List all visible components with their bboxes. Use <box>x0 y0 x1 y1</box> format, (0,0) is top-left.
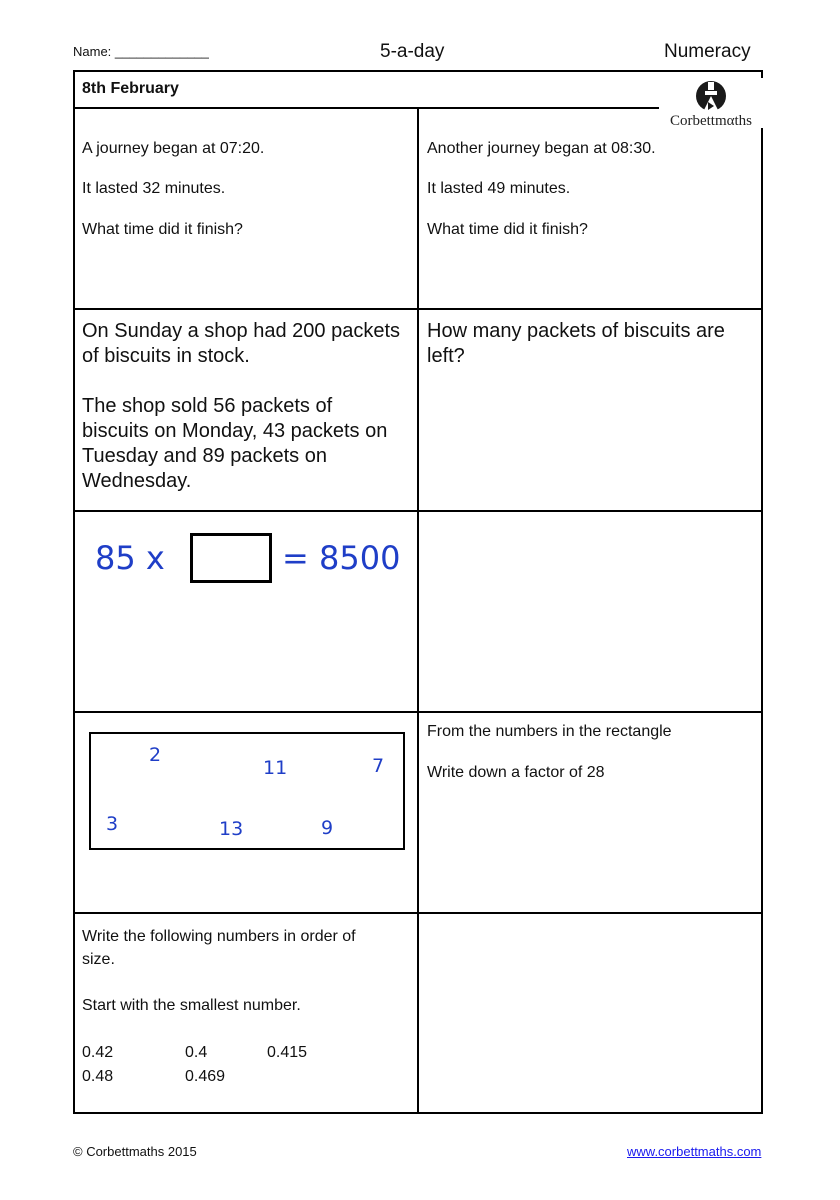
q3-line: biscuits on Monday, 43 packets on <box>82 420 388 442</box>
worksheet-date: 8th February <box>82 80 179 97</box>
rect-number: 13 <box>219 818 244 840</box>
rect-number: 3 <box>106 813 119 835</box>
copyright: © Corbettmaths 2015 <box>73 1144 197 1159</box>
decimal-value: 0.415 <box>267 1044 308 1061</box>
q1-line: It lasted 32 minutes. <box>82 180 226 197</box>
q3-line: On Sunday a shop had 200 packets <box>82 320 401 342</box>
q2-line: Another journey began at 08:30. <box>427 140 656 157</box>
q2-line: It lasted 49 minutes. <box>427 180 571 197</box>
rect-number: 2 <box>149 744 162 766</box>
corbettmaths-logo-icon <box>659 78 763 114</box>
column-divider <box>417 107 419 1114</box>
q5-line: From the numbers in the rectangle <box>427 723 672 740</box>
decimal-value: 0.42 <box>82 1044 114 1061</box>
q6-line: Start with the smallest number. <box>82 997 301 1014</box>
q2-line: What time did it finish? <box>427 221 588 238</box>
subject-label: Numeracy <box>664 41 751 62</box>
logo-text: Corbettmαths <box>669 113 753 129</box>
q1-line: A journey began at 07:20. <box>82 140 265 157</box>
q6-line: Write the following numbers in order of <box>82 928 356 945</box>
name-label: Name: _____________ <box>73 44 209 59</box>
q3b-line: How many packets of biscuits are <box>427 320 725 342</box>
decimal-value: 0.469 <box>185 1068 226 1085</box>
rect-number: 11 <box>263 757 288 779</box>
rect-number: 7 <box>372 755 385 777</box>
equation-result: 8500 <box>319 539 401 577</box>
website-link[interactable]: www.corbettmaths.com <box>627 1144 762 1159</box>
q5-line: Write down a factor of 28 <box>427 764 605 781</box>
number-rectangle <box>89 732 405 850</box>
q1-line: What time did it finish? <box>82 221 243 238</box>
q3-line: of biscuits in stock. <box>82 345 250 367</box>
decimal-value: 0.4 <box>185 1044 208 1061</box>
q6-line: size. <box>82 951 115 968</box>
equation-left: 85 x <box>95 539 165 577</box>
decimal-value: 0.48 <box>82 1068 114 1085</box>
answer-box[interactable] <box>190 533 272 583</box>
q3-line: Tuesday and 89 packets on <box>82 445 327 467</box>
page-title: 5-a-day <box>380 41 445 62</box>
q3-line: The shop sold 56 packets of <box>82 395 333 417</box>
q3-line: Wednesday. <box>82 470 192 492</box>
q3b-line: left? <box>427 345 465 367</box>
equation-equals: = <box>282 539 309 577</box>
rect-number: 9 <box>321 817 334 839</box>
